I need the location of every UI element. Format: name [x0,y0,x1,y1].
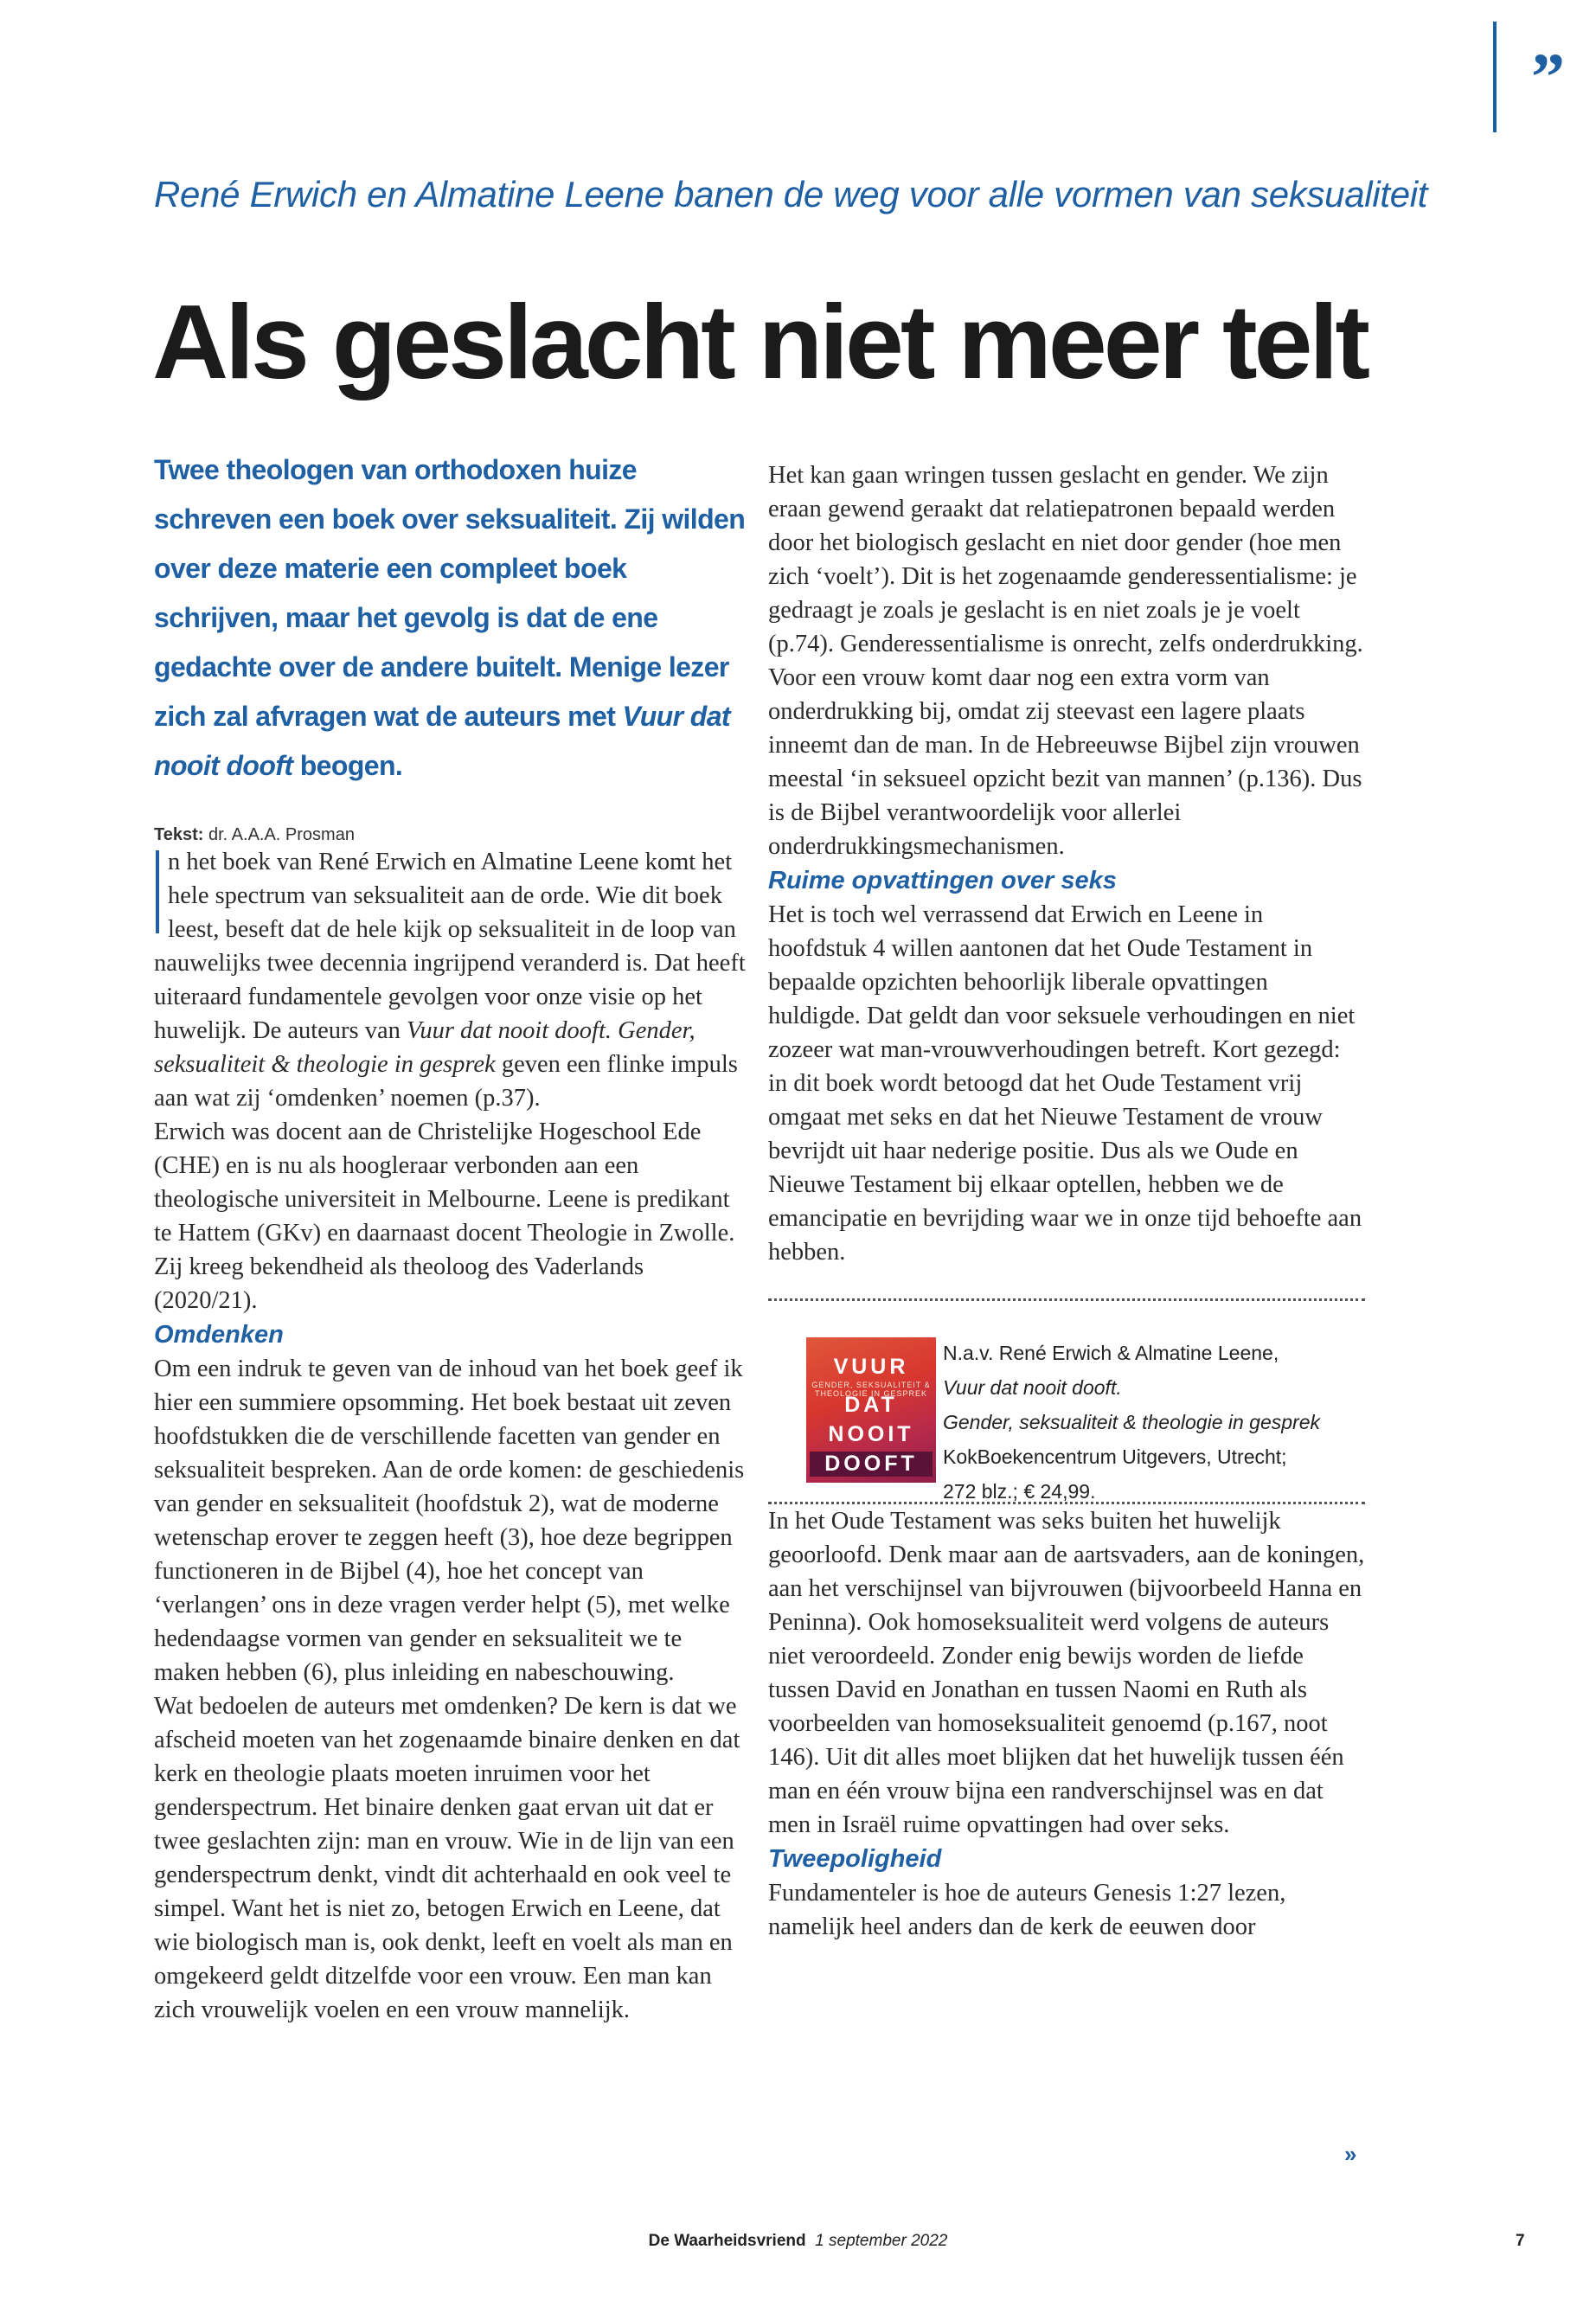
right-column [768,458,1365,1944]
footer-magazine: De Waarheidsvriend [648,2232,806,2250]
cover-subtitle: GENDER, SEKSUALITEIT & THEOLOGIE IN GESPREK [811,1381,931,1398]
header-accent-bar [1493,22,1497,132]
dropcap-letter-i [156,850,159,933]
book-details [943,1336,1375,1509]
page-footer [0,2232,1596,2251]
subheading-ruime-opvattingen: Ruime opvattingen over seks [768,867,1117,894]
body-paragraph: Fundamenteler is hoe de auteurs Genesis 1:27 lezen, namelijk heel anders dan de kerk de eeuwen door [768,1880,1286,1940]
left-column [154,445,751,2027]
body-paragraph: n het boek van René Erwich en Almatine Leene komt het hele spectrum van seksualiteit aan de orde. Wie dit boek leest, beseft dat de hele kijk op seksualiteit in de loop van nauwelijks twee decennia ingrijpend veranderd is. Dat heeft uiteraard fundamentele gevolgen voor onze visie op het huwelijk. De auteurs van Vuur dat nooit dooft. Gender, seksualiteit & theologie in gesprek geven een flinke impuls aan wat zij ‘omdenken’ noemen (p.37). [154,849,746,1112]
body-paragraph: In het Oude Testament was seks buiten het huwelijk geoorloofd. Denk maar aan de aartsvaders, aan de koningen, aan het verschijnsel van bijvrouwen (bijvoorbeeld Hanna en Peninna). Ook homoseksualiteit werd volgens de auteurs niet veroordeeld. Zonder enig bewijs worden de liefde tussen David en Jonathan en tussen Naomi en Ruth als voorbeelden van homoseksualiteit genoemd (p.167, noot 146). Uit dit alles moet blijken dat het huwelijk tussen één man en één vrouw bijna een randverschijnsel was en dat men in Israël ruime opvattingen had over seks. [768,1508,1365,1838]
quote-icon: ” [1531,39,1565,114]
body-paragraph: Erwich was docent aan de Christelijke Hogeschool Ede (CHE) en is nu als hoogleraar verbonden aan een theologische universiteit in Melbourne. Leene is predikant te Hattem (GKv) en daarnaast docent Theologie in Zwolle. Zij kreeg bekendheid als theoloog des Vaderlands (2020/21). [154,1118,735,1314]
subheading-tweepoligheid: Tweepoligheid [768,1845,942,1873]
cover-word: DOOFT [810,1452,933,1477]
continue-arrow-icon: » [1344,2141,1357,2167]
cover-word: VUUR [833,1355,909,1379]
book-cover-image [806,1337,936,1483]
body-paragraph: Het is toch wel verrassend dat Erwich en Leene in hoofdstuk 4 willen aantonen dat het Oude Testament in bepaalde opzichten behoorlijk liberale opvattingen huldigde. Dat geldt dan voor seksuele verhoudingen en niet zozeer wat man-vrouwverhoudingen betreft. Kort gezegd: in dit boek wordt betoogd dat het Oude Testament vrij omgaat met seks en dat het Nieuwe Testament de vrouw bevrijdt uit haar nederige positie. Dus als we Oude en Nieuwe Testament bij elkaar optellen, hebben we de emancipatie en bevrijding waar we in onze tijd behoefte aan hebben. [768,901,1362,1266]
article-title: Als geslacht niet meer telt [152,283,1367,401]
book-title: Vuur dat nooit dooft. [943,1376,1122,1399]
book-line: N.a.v. René Erwich & Almatine Leene, [943,1342,1279,1364]
body-paragraph: Het kan gaan wringen tussen geslacht en gender. We zijn eraan gewend geraakt dat relatiepatronen bepaald werden door het biologisch geslacht en niet door gender (hoe men zich ‘voelt’). Dit is het zogenaamde genderessentialisme: je gedraagt je zoals je geslacht is en niet zoals je je voelt (p.74). Genderessentialisme is onrecht, zelfs onderdrukking. Voor een vrouw komt daar nog een extra vorm van onderdrukking bij, omdat zij steevast een lagere plaats inneemt dan de man. In de Hebreeuwse Bijbel zijn vrouwen meestal ‘in seksueel opzicht bezit van mannen’ (p.136). Dus is de Bijbel verantwoordelijk voor allerlei onderdrukkingsmechanismen. [768,462,1363,860]
page-number: 7 [1516,2232,1525,2250]
body-paragraph: Om een indruk te geven van de inhoud van het boek geef ik hier een summiere opsomming. Het boek bestaat uit zeven hoofdstukken die de verschillende facetten van gender en seksualiteit bespreken. Aan de orde komen: de geschiedenis van gender en seksualiteit (hoofdstuk 2), wat de moderne wetenschap erover te zeggen heeft (3), hoe deze begrippen functioneren in de Bijbel (4), hoe het concept van ‘verlangen’ ons in deze vragen verder helpt (5), met welke hedendaagse vormen van gender en seksualiteit we te maken hebben (6), plus inleiding en nabeschouwing. [154,1356,745,1686]
body-paragraph: Wat bedoelen de auteurs met omdenken? De kern is dat we afscheid moeten van het zogenaamde binaire denken en dat kerk en theologie plaats moeten inruimen voor het genderspectrum. Het binaire denken gaat ervan uit dat er twee geslachten zijn: man en vrouw. Wie in de lijn van een genderspectrum denkt, vindt dit achterhaald en ook veel te simpel. Want het is niet zo, betogen Erwich en Leene, dat wie biologisch man is, ook denkt, leeft en voelt als man en omgekeerd geldt ditzelfde voor een vrouw. Een man kan zich vrouwelijk voelen en een vrouw mannelijk. [154,1693,740,2023]
article-kicker: René Erwich en Almatine Leene banen de weg voor alle vormen van seksualiteit [154,174,1428,215]
book-subtitle: Gender, seksualiteit & theologie in gesprek [943,1411,1320,1433]
subheading-omdenken: Omdenken [154,1321,284,1349]
footer-date: 1 september 2022 [815,2232,948,2250]
cover-word: DAT [844,1393,898,1417]
byline-author: dr. A.A.A. Prosman [203,825,355,844]
byline-label: Tekst: [154,825,204,844]
intro-paragraph: Twee theologen van orthodoxen huize schreven een boek over seksualiteit. Zij wilden over deze materie een compleet boek schrijven, maar het gevolg is dat de ene gedachte over de andere buitelt. Menige lezer zich zal afvragen wat de auteurs met Vuur dat nooit dooft beogen. [154,454,746,781]
book-price: 272 blz.; € 24,99. [943,1480,1096,1503]
cover-word: NOOIT [828,1422,914,1446]
book-publisher: KokBoekencentrum Uitgevers, Utrecht; [943,1445,1287,1468]
intro-book-title: Vuur dat nooit dooft [154,701,730,781]
byline [154,825,751,845]
book-info-box [768,1298,1365,1504]
